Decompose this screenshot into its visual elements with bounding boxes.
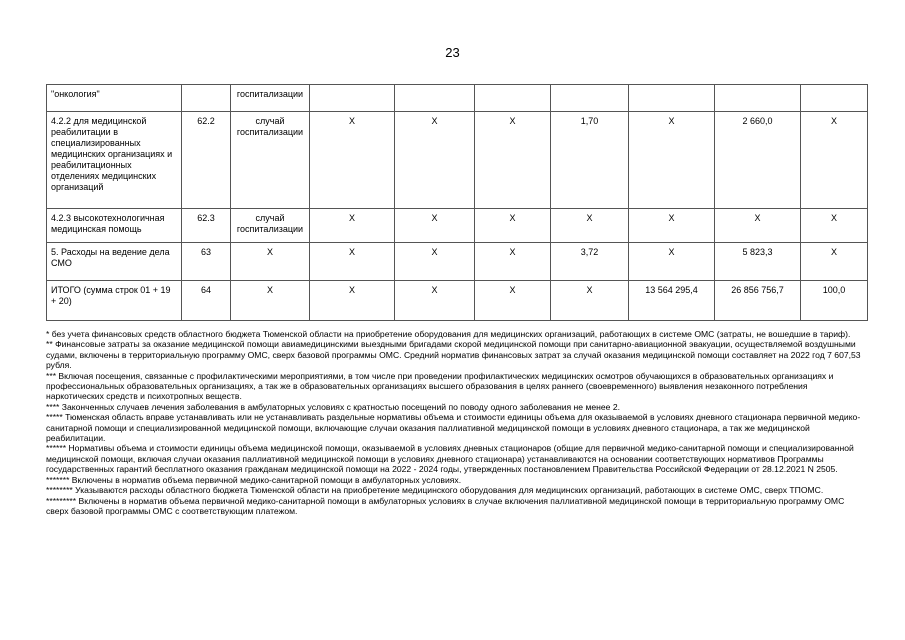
row-name: 4.2.3 высокотехнологичная медицинская помощь xyxy=(47,209,182,243)
footnote: ******* Включены в норматив объема первичной медико-санитарной помощи в амбулаторных условиях. xyxy=(46,474,462,485)
footnote: ** Финансовые затраты за оказание медицинской помощи авиамедицинскими выездными бригадами скорой медицинской помощи при санитарно-авиационной эвакуации, осуществляемой воздушными судами, включены в территориальную программу ОМС, сверх базовой программы ОМС. Средний норматив финансовых затрат за случай оказания медицинской помощи составляет на 2022 год 7 607,53 рубля. xyxy=(46,339,861,371)
row-cell xyxy=(801,85,868,112)
financing-table xyxy=(46,84,868,321)
row-cell: X xyxy=(475,281,551,321)
row-cell xyxy=(310,85,395,112)
row-cell: X xyxy=(310,281,395,321)
row-code: 62.3 xyxy=(182,209,231,243)
row-cell: X xyxy=(551,281,629,321)
table-row xyxy=(47,112,868,209)
row-cell: 26 856 756,7 xyxy=(715,281,801,321)
footnotes xyxy=(46,329,864,516)
row-cell xyxy=(629,85,715,112)
table-row xyxy=(47,243,868,281)
row-cell: X xyxy=(629,112,715,209)
row-cell: X xyxy=(801,209,868,243)
row-cell: X xyxy=(801,112,868,209)
footnote: ****** Нормативы объема и стоимости единицы объема медицинской помощи, оказываемой в условиях дневных стационаров (общие для первичной медико-санитарной помощи и специализированной медицинской помощи, включая случаи оказания паллиативной медицинской помощи в условиях дневного стационара) устанавливаются на основании соответствующих нормативов Программы государственных гарантий бесплатного оказания гражданам медицинской помощи на 2022 - 2024 годы, утвержденных постановлением Правительства Российской Федерации от 28.12.2021 N 2505. xyxy=(46,443,854,475)
footnote: * без учета финансовых средств областного бюджета Тюменской области на приобретение оборудования для медицинских организаций, работающих в системе ОМС (затраты, не вошедшие в тариф). xyxy=(46,329,851,339)
row-cell: X xyxy=(801,243,868,281)
row-name: "онкология" xyxy=(47,85,182,112)
row-code: 63 xyxy=(182,243,231,281)
row-unit: случай госпитализации xyxy=(231,112,310,209)
row-cell: X xyxy=(395,281,475,321)
footnote: **** Законченных случаев лечения заболевания в амбулаторных условиях с кратностью посещений по поводу одного заболевания не менее 2. xyxy=(46,401,621,412)
row-cell: 2 660,0 xyxy=(715,112,801,209)
row-cell xyxy=(395,85,475,112)
row-cell: X xyxy=(395,112,475,209)
row-cell xyxy=(715,85,801,112)
row-cell xyxy=(551,85,629,112)
table-row xyxy=(47,85,868,112)
row-cell: 1,70 xyxy=(551,112,629,209)
row-name: 5. Расходы на ведение дела СМО xyxy=(47,243,182,281)
row-cell: X xyxy=(629,209,715,243)
footnote: ***** Тюменская область вправе устанавливать или не устанавливать раздельные нормативы объема и стоимости единицы объема для оказываемой в условиях дневного стационара первичной медико-санитарной помощи и специализированной медицинской помощи, включающие случаи оказания паллиативной медицинской помощи в условиях дневного стационара, а так же медицинской реабилитации. xyxy=(46,412,861,444)
row-cell: X xyxy=(715,209,801,243)
row-unit: X xyxy=(231,243,310,281)
row-code xyxy=(182,85,231,112)
row-cell: X xyxy=(475,243,551,281)
footnote: *** Включая посещения, связанные с профилактическими мероприятиями, в том числе при проведении профилактических медицинских осмотров обучающихся в образовательных организациях и профессиональных образовательных организациях, а так же в образовательных организациях высшего образования в целях раннего (своевременного) выявления незаконного потребления наркотических средств и психотропных веществ. xyxy=(46,370,834,402)
row-cell: X xyxy=(475,209,551,243)
row-cell: X xyxy=(475,112,551,209)
row-cell: 5 823,3 xyxy=(715,243,801,281)
row-cell: 3,72 xyxy=(551,243,629,281)
row-name: 4.2.2 для медицинской реабилитации в специализированных медицинских организациях и реабилитационных отделениях медицинских организаций xyxy=(47,112,182,209)
row-code: 64 xyxy=(182,281,231,321)
row-cell: X xyxy=(551,209,629,243)
row-cell: X xyxy=(310,209,395,243)
row-unit: X xyxy=(231,281,310,321)
row-cell: X xyxy=(310,243,395,281)
row-unit: госпитализации xyxy=(231,85,310,112)
row-cell: 13 564 295,4 xyxy=(629,281,715,321)
table-row xyxy=(47,281,868,321)
footnote: ******** Указываются расходы областного бюджета Тюменской области на приобретение медицинского оборудования для медицинских организаций, работающих в системе ОМС, сверх ТПОМС. xyxy=(46,485,824,496)
row-cell: 100,0 xyxy=(801,281,868,321)
page-number: 23 xyxy=(445,45,460,60)
footnote: ********* Включены в норматив объема первичной медико-санитарной помощи в амбулаторных условиях в случае включения паллиативной медицинской помощи в территориальную программу ОМС сверх базовой программы ОМС с соответствующим платежом. xyxy=(46,495,845,516)
row-cell: X xyxy=(629,243,715,281)
row-code: 62.2 xyxy=(182,112,231,209)
table-row xyxy=(47,209,868,243)
row-unit: случай госпитализации xyxy=(231,209,310,243)
row-cell xyxy=(475,85,551,112)
row-cell: X xyxy=(395,209,475,243)
row-cell: X xyxy=(395,243,475,281)
row-cell: X xyxy=(310,112,395,209)
row-name: ИТОГО (сумма строк 01 + 19 + 20) xyxy=(47,281,182,321)
